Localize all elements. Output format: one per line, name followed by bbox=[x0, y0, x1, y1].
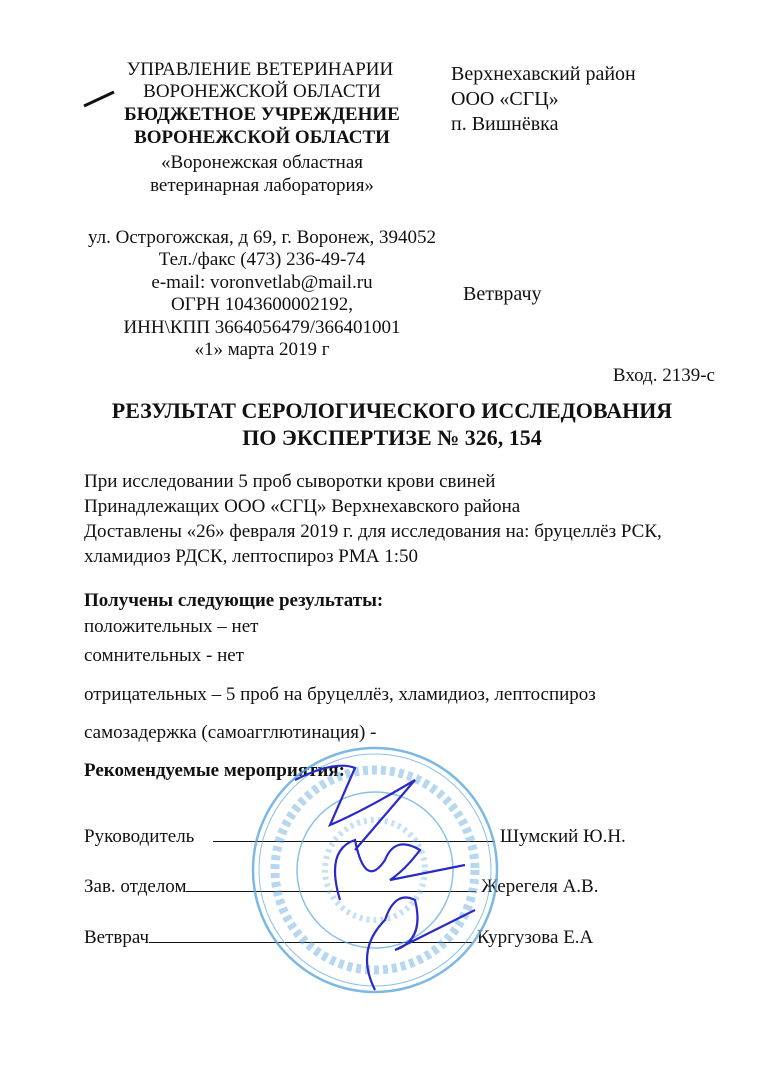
result-negative: отрицательных – 5 проб на бруцеллёз, хламидиоз, лептоспироз bbox=[84, 684, 596, 705]
results-heading: Получены следующие результаты: bbox=[84, 590, 384, 611]
sender-line-1: УПРАВЛЕНИЕ ВЕТЕРИНАРИИ bbox=[126, 59, 394, 80]
document-date: «1» марта 2019 г bbox=[194, 339, 330, 360]
sender-email: e-mail: voronvetlab@mail.ru bbox=[151, 272, 373, 293]
signature-name: Кургузова Е.А bbox=[476, 927, 594, 948]
sender-inn: ИНН\КПП 3664056479/366401001 bbox=[123, 317, 401, 338]
title-line-1: РЕЗУЛЬТАТ СЕРОЛОГИЧЕСКОГО ИССЛЕДОВАНИЯ bbox=[111, 398, 673, 423]
signature-name: Жерегеля А.В. bbox=[481, 876, 599, 897]
intro-line-1: При исследовании 5 проб сыворотки крови свиней bbox=[84, 471, 496, 492]
recommended-heading: Рекомендуемые мероприятия: bbox=[84, 760, 345, 781]
signature-role: Руководитель bbox=[84, 826, 195, 847]
incoming-number: Вход. 2139-с bbox=[612, 365, 715, 386]
sender-line-2: ВОРОНЕЖСКОЙ ОБЛАСТИ bbox=[143, 81, 381, 102]
signature-row-dept bbox=[84, 873, 598, 898]
sender-line-5: «Воронежская областная bbox=[160, 152, 364, 173]
sender-line-4: ВОРОНЕЖСКОЙ ОБЛАСТИ bbox=[134, 127, 390, 148]
sender-line-3: БЮДЖЕТНОЕ УЧРЕЖДЕНИЕ bbox=[124, 104, 400, 125]
title-line-2: ПО ЭКСПЕРТИЗЕ № 326, 154 bbox=[242, 425, 542, 450]
sender-address: ул. Острогожская, д 69, г. Воронеж, 394052 bbox=[88, 227, 436, 248]
result-positive: положительных – нет bbox=[84, 616, 259, 637]
pen-mark bbox=[82, 86, 118, 108]
intro-line-3: Доставлены «26» февраля 2019 г. для исследования на: бруцеллёз РСК, bbox=[84, 521, 662, 542]
sender-ogrn: ОГРН 1043600002192, bbox=[171, 294, 353, 315]
intro-line-2: Принадлежащих ООО «СГЦ» Верхнехавского района bbox=[84, 496, 521, 517]
sender-phone: Тел./факс (473) 236-49-74 bbox=[158, 249, 366, 270]
signature-role: Зав. отделом bbox=[84, 876, 187, 897]
signature-row-vet bbox=[84, 924, 593, 949]
sender-line-6: ветеринарная лаборатория» bbox=[150, 175, 374, 196]
recipient-line-3: п. Вишнёвка bbox=[451, 113, 559, 135]
result-self-agglutination: самозадержка (самоагглютинация) - bbox=[84, 722, 377, 743]
recipient-line-2: ООО «СГЦ» bbox=[451, 88, 559, 110]
recipient-to: Ветврачу bbox=[463, 283, 542, 305]
signature-role: Ветврач bbox=[84, 927, 150, 948]
signature-row-head bbox=[84, 823, 626, 848]
recipient-line-1: Верхнехавский район bbox=[451, 63, 636, 85]
intro-line-4: хламидиоз РДСК, лептоспироз РМА 1:50 bbox=[84, 546, 418, 567]
signature-name: Шумский Ю.Н. bbox=[499, 826, 626, 847]
result-doubtful: сомнительных - нет bbox=[84, 645, 244, 666]
